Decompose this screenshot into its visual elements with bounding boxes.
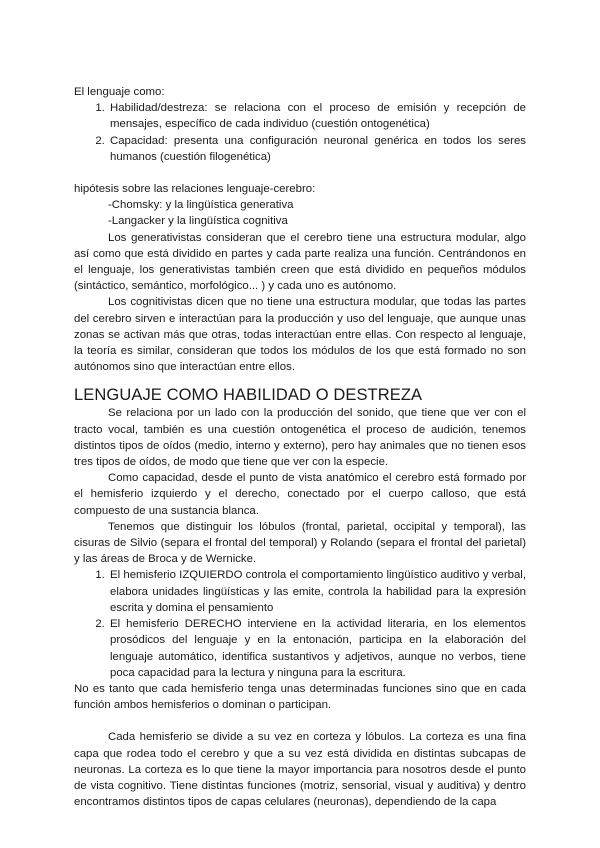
list-item: 1. El hemisferio IZQUIERDO controla el comportamiento lingüístico auditivo y verbal, elabora unidades lingüísticas y las emite, controla la habilidad para la expresión escrita y domina el pensamiento <box>108 567 526 616</box>
spacer <box>74 375 526 385</box>
hemispheres-list <box>74 567 526 680</box>
document-page <box>74 84 526 810</box>
paragraph: Tenemos que distinguir los lóbulos (frontal, parietal, occipital y temporal), las cisuras de Silvio (separa el frontal del temporal) y Rolando (separa el frontal del parietal) y las áreas de Broca y de Wernicke. <box>74 520 526 566</box>
intro-list <box>74 100 526 165</box>
section-heading: LENGUAJE COMO HABILIDAD O DESTREZA <box>74 386 423 405</box>
paragraph: No es tanto que cada hemisferio tenga unas determinadas funciones sino que en cada función ambos hemisferios o dominan o participan. <box>74 682 526 712</box>
spacer <box>74 713 526 729</box>
intro-label: El lenguaje como: <box>74 86 165 98</box>
list-item: 2. Capacidad: presenta una configuración neuronal genérica en todos los seres humanos (cuestión filogenética) <box>108 133 526 165</box>
author-line: -Chomsky: y la lingüística generativa <box>108 199 294 212</box>
list-item: 1. Habilidad/destreza: se relaciona con el proceso de emisión y recepción de mensajes, específico de cada individuo (cuestión ontogenética) <box>108 100 526 132</box>
spacer <box>74 165 526 181</box>
list-item: 2. El hemisferio DERECHO interviene en la actividad literaria, en los elementos prosódicos del lenguaje y en la entonación, participa en la elaboración del lenguaje automático, identifica sustantivos y adjetivos, aunque no verbos, tiene poca capacidad para la lectura y ninguna para la escritura. <box>108 616 526 681</box>
paragraph: Como capacidad, desde el punto de vista anatómico el cerebro está formado por el hemisferio izquierdo y el derecho, conectado por el cuerpo calloso, que está compuesto de una sustancia blanca. <box>74 472 526 517</box>
hypotheses-title: hipótesis sobre las relaciones lenguaje-cerebro: <box>74 183 316 196</box>
paragraph-generativists: Los generativistas consideran que el cerebro tiene una estructura modular, algo así como que está dividido en partes y cada parte realiza una función. Centrándonos en el lenguaje, los generativistas también creen que está dividido en pequeños módulos (sintáctico, semántico, morfológico... ) y cada uno es autónomo. <box>74 231 526 293</box>
paragraph: Se relaciona por un lado con la producción del sonido, que tiene que ver con el tracto vocal, también es una cuestión ontogenética el proceso de audición, tenemos distintos tipos de oídos (medio, interno y externo), pero hay animales que no tienen esos tres tipos de oídos, de modo que tiene que ver con la especie. <box>74 407 526 469</box>
author-line: -Langacker y la lingüística cognitiva <box>108 215 288 228</box>
paragraph-cognitivists: Los cognitivistas dicen que no tiene una estructura modular, que todas las partes del cerebro sirven e interactúan para la producción y uso del lenguaje, que aunque unas zonas se activan más que otras, todas interactúan entre ellas. Con respecto al lenguaje, la teoría es similar, consideran que todos los módulos de los que está formado no son autónomos sino que interactúan entre ellos. <box>74 296 526 374</box>
paragraph: Cada hemisferio se divide a su vez en corteza y lóbulos. La corteza es una fina capa que rodea todo el cerebro y que a su vez está dividida en distintas subcapas de neuronas. La corteza es lo que tiene la mayor importancia para nosotros desde el punto de vista cognitivo. Tiene distintas funciones (motriz, sensorial, visual y auditiva) y dentro encontramos distintos tipos de capas celulares (neuronas), dependiendo de la capa <box>74 731 526 809</box>
